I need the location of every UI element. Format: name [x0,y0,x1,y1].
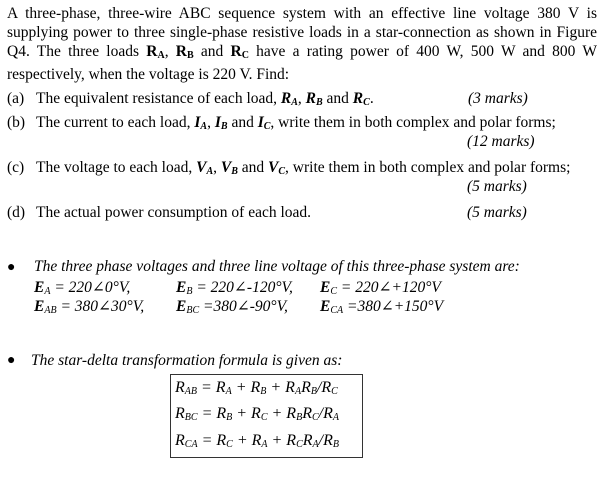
question-a-text: The equivalent resistance of each load, $R_A$, $R_B$ and $R_C$. [36,90,374,108]
question-a-marks: (3 marks) [468,90,528,107]
question-a-label: (a) [7,90,25,107]
line-voltage-ab: $E_{AB}$ = 380∠30°V, [34,298,145,316]
formula-rab: $R_{AB} = R_A + R_B + R_AR_B/R_C$ [175,379,338,397]
intro-line-2: supplying power to three single-phase resistive loads in a star-connection as shown in Figure [7,24,597,41]
phase-voltage-b: $E_B$ = 220∠-120°V, [176,279,293,297]
question-b-label: (b) [7,114,26,131]
line-voltage-bc: $E_{BC}$ =380∠-90°V, [176,298,288,316]
bullet-icon: ● [7,353,16,368]
question-d-text: The actual power consumption of each load. [36,204,312,221]
question-c-marks: (5 marks) [467,178,527,195]
phase-voltage-c: $E_C$ = 220∠+120°V [320,279,441,297]
note-2-title: The star-delta transformation formula is given as: [31,352,343,369]
line-voltage-ca: $E_{CA}$ =380∠+150°V [320,298,444,316]
intro-line-1: A three-phase, three-wire ABC sequence system with an effective line voltage 380 V is [7,5,597,22]
note-1-title: The three phase voltages and three line voltage of this three-phase system are: [34,258,520,275]
formula-rbc: $R_{BC} = R_B + R_C + R_BR_C/R_A$ [175,405,339,423]
formula-rca: $R_{CA} = R_C + R_A + R_CR_A/R_B$ [175,432,339,450]
problem-intro [7,4,597,84]
phase-voltage-a: $E_A$ = 220∠0°V, [34,279,131,297]
question-c-text: The voltage to each load, $V_A$, $V_B$ and $V_C$, write them in both complex and polar forms; [36,159,571,177]
question-c-label: (c) [7,159,25,176]
question-b-marks: (12 marks) [467,133,535,150]
question-d-label: (d) [7,204,26,221]
question-b-text: The current to each load, $I_A$, $I_B$ and $I_C$, write them in both complex and polar forms; [36,114,556,132]
star-delta-formula-box [170,374,363,458]
intro-line-4: respectively, when the voltage is 220 V. Find: [7,66,290,83]
intro-line-3: Q4. The three loads $R_A$, $R_B$ and $R_C$ have a rating power of 400 W, 500 W and 800 W [7,43,597,61]
bullet-icon: ● [7,260,16,275]
question-d-marks: (5 marks) [467,204,527,221]
